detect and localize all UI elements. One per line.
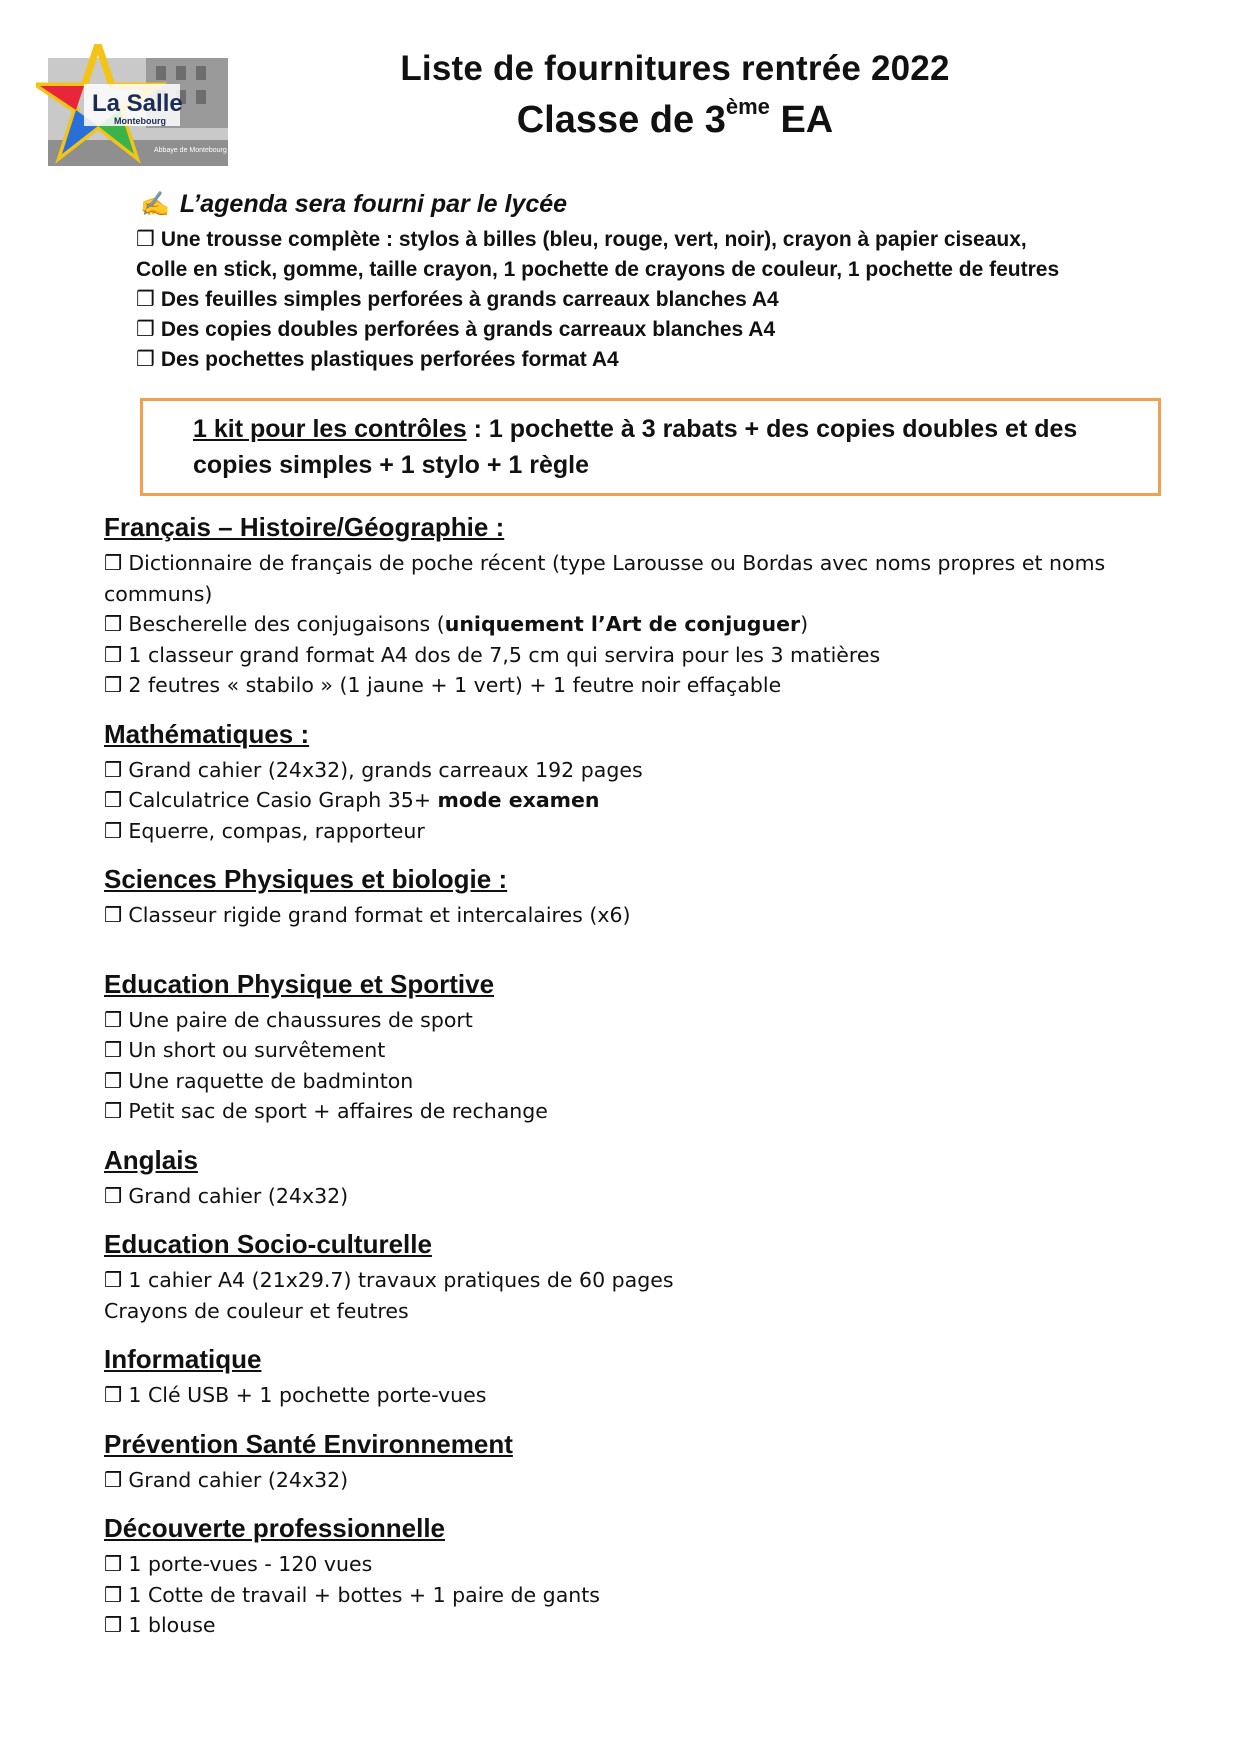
list-item: ❒ 1 Cotte de travail + bottes + 1 paire de gants	[104, 1582, 600, 1607]
kit-title: 1 kit pour les contrôles	[193, 415, 467, 443]
checkbox-icon[interactable]: ❒	[104, 1552, 123, 1576]
list-item: ❒ Calculatrice Casio Graph 35+ mode examen	[104, 788, 600, 812]
logo-sub: Montebourg	[114, 116, 166, 126]
section-title: Education Physique et Sportive	[104, 968, 495, 999]
section-esc	[104, 1227, 1164, 1326]
list-item: ❒ Une raquette de badminton	[104, 1068, 414, 1093]
checkbox-icon[interactable]: ❒	[104, 551, 123, 575]
list-item: ❒ Classeur rigide grand format et intercalaires (x6)	[104, 903, 631, 927]
checkbox-icon[interactable]: ❒	[104, 1007, 123, 1032]
logo-name: La Salle	[92, 90, 183, 117]
section-sciences	[104, 862, 1164, 931]
list-item-continuation: Crayons de couleur et feutres	[104, 1298, 409, 1323]
list-item: ❒ Un short ou survêtement	[104, 1038, 386, 1062]
checkbox-icon[interactable]: ❒	[104, 788, 123, 812]
section-title: Français – Histoire/Géographie :	[104, 512, 505, 542]
list-item: ❒ Dictionnaire de français de poche récent (type Larousse ou Bordas avec noms propres et noms	[104, 551, 1106, 575]
section-title: Prévention Santé Environnement	[104, 1428, 513, 1459]
section-title: Mathématiques :	[104, 718, 310, 749]
title-section: EA	[769, 99, 834, 141]
section-francais	[104, 510, 1164, 701]
title-line-2	[330, 96, 1020, 144]
checkbox-icon[interactable]: ❒	[104, 1268, 123, 1292]
list-item: ❒ 2 feutres « stabilo » (1 jaune + 1 vert) + 1 feutre noir effaçable	[104, 673, 782, 697]
checkbox-icon[interactable]: ❒	[136, 348, 155, 371]
list-item: ❒ 1 blouse	[104, 1613, 216, 1637]
list-item: ❒ Des copies doubles perforées à grands carreaux blanches A4	[136, 318, 776, 341]
section-title: Informatique	[104, 1344, 262, 1374]
list-item: ❒ Une trousse complète : stylos à billes (bleu, rouge, vert, noir), crayon à papier ciseaux,	[136, 228, 1027, 251]
agenda-text: L’agenda sera fourni par le lycée	[179, 190, 568, 218]
checkbox-icon[interactable]: ❒	[104, 1183, 123, 1208]
list-item: ❒ 1 porte-vues - 120 vues	[104, 1552, 373, 1576]
section-title: Anglais	[104, 1144, 198, 1175]
list-item: ❒ 1 cahier A4 (21x29.7) travaux pratiques de 60 pages	[104, 1268, 674, 1292]
list-item: ❒ Une paire de chaussures de sport	[104, 1007, 473, 1032]
checkbox-icon[interactable]: ❒	[104, 673, 123, 697]
checkbox-icon[interactable]: ❒	[104, 1038, 123, 1062]
list-item: ❒ Des feuilles simples perforées à grands carreaux blanches A4	[136, 288, 779, 311]
section-informatique	[104, 1342, 1164, 1411]
checkbox-icon[interactable]: ❒	[104, 1383, 123, 1407]
checkbox-icon[interactable]: ❒	[104, 642, 123, 667]
agenda-note	[140, 190, 1059, 219]
document-title	[330, 48, 1020, 144]
checkbox-icon[interactable]: ❒	[104, 1582, 123, 1607]
list-item: ❒ Grand cahier (24x32), grands carreaux 192 pages	[104, 757, 643, 782]
title-sup: ème	[725, 94, 770, 120]
list-item: ❒ 1 classeur grand format A4 dos de 7,5 cm qui servira pour les 3 matières	[104, 642, 881, 667]
kit-text-1: : 1 pochette à 3 rabats + des copies doubles et des	[466, 415, 1078, 443]
list-item-continuation: Colle en stick, gomme, taille crayon, 1 pochette de crayons de couleur, 1 pochette de feutres	[136, 258, 1060, 281]
section-maths	[104, 717, 1164, 847]
section-eps	[104, 967, 1164, 1127]
checkbox-icon[interactable]: ❒	[136, 318, 155, 341]
checkbox-icon[interactable]: ❒	[104, 818, 123, 843]
checkbox-icon[interactable]: ❒	[104, 1613, 123, 1637]
list-item: ❒ Grand cahier (24x32)	[104, 1467, 349, 1492]
section-title: Education Socio-culturelle	[104, 1229, 432, 1259]
checkbox-icon[interactable]: ❒	[104, 1099, 123, 1123]
checkbox-icon[interactable]: ❒	[104, 612, 123, 636]
subject-lists	[104, 510, 1164, 1657]
section-title: Sciences Physiques et biologie :	[104, 864, 508, 894]
list-item: ❒ Petit sac de sport + affaires de rechange	[104, 1099, 548, 1123]
checkbox-icon[interactable]: ❒	[104, 757, 123, 782]
list-item: ❒ Des pochettes plastiques perforées format A4	[136, 348, 619, 371]
checkbox-icon[interactable]: ❒	[104, 1068, 123, 1093]
checkbox-icon[interactable]: ❒	[104, 1467, 123, 1492]
pen-icon: ✍	[140, 191, 170, 218]
section-anglais	[104, 1143, 1164, 1212]
general-supplies	[136, 190, 1059, 375]
section-title: Découverte professionnelle	[104, 1513, 445, 1543]
list-item-continuation: communs)	[104, 581, 213, 606]
title-line-1: Liste de fournitures rentrée 2022	[400, 49, 950, 88]
checkbox-icon[interactable]: ❒	[136, 228, 155, 251]
list-item: ❒ 1 Clé USB + 1 pochette porte-vues	[104, 1383, 487, 1407]
school-logo	[36, 44, 236, 169]
section-decouverte	[104, 1511, 1164, 1641]
list-item: ❒ Bescherelle des conjugaisons (uniquement l’Art de conjuguer)	[104, 612, 809, 636]
section-pse	[104, 1427, 1164, 1496]
logo-tag: Abbaye de Montebourg	[154, 147, 227, 154]
checkbox-icon[interactable]: ❒	[104, 903, 123, 927]
logo-graphic	[36, 44, 236, 169]
list-item: ❒ Grand cahier (24x32)	[104, 1183, 349, 1208]
exam-kit-box	[140, 398, 1161, 496]
kit-text-2: copies simples + 1 stylo + 1 règle	[193, 451, 590, 479]
title-class: Classe de 3	[516, 99, 726, 141]
checkbox-icon[interactable]: ❒	[136, 288, 155, 311]
list-item: ❒ Equerre, compas, rapporteur	[104, 818, 425, 843]
